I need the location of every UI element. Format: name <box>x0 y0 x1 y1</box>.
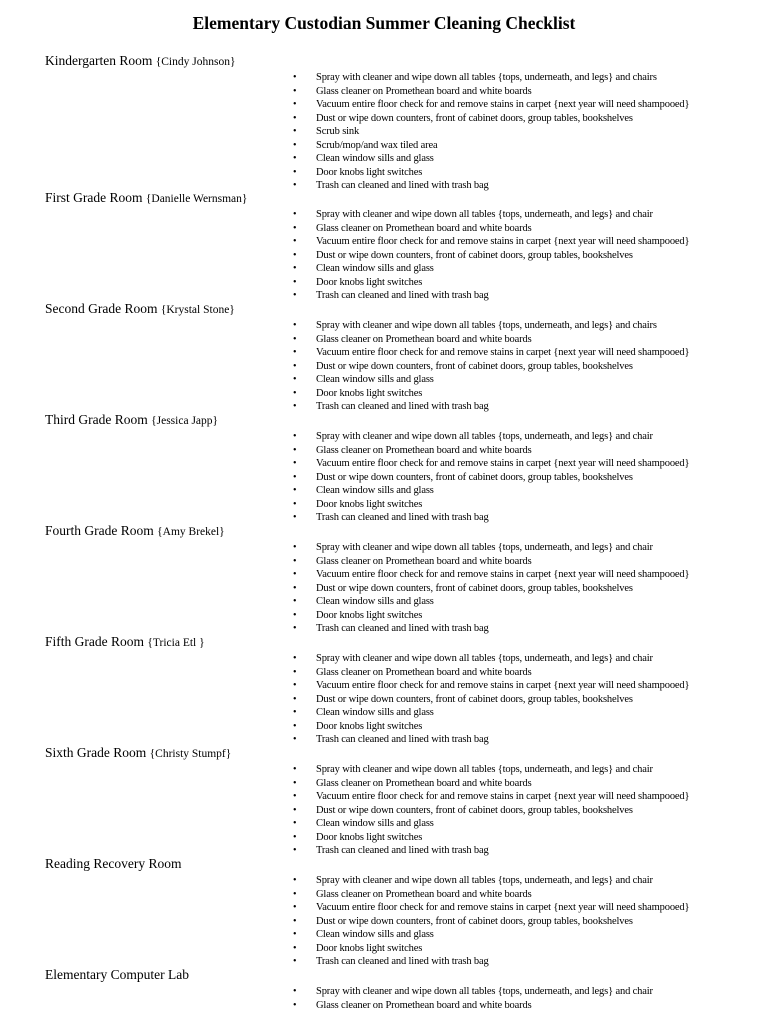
checklist-items <box>0 652 768 747</box>
room-heading <box>45 299 768 319</box>
room-heading <box>45 965 768 985</box>
bullet-icon: • <box>293 888 297 900</box>
checklist-item <box>0 85 768 99</box>
checklist-item-text: Glass cleaner on Promethean board and white boards <box>316 888 532 900</box>
bullet-icon: • <box>293 99 297 110</box>
checklist-item-text: Glass cleaner on Promethean board and white boards <box>316 85 532 97</box>
checklist-item <box>0 498 768 512</box>
checklist-item-text: Glass cleaner on Promethean board and white boards <box>316 999 532 1011</box>
checklist-item <box>0 999 768 1013</box>
room-teacher: {Danielle Wernsman} <box>145 193 248 205</box>
bullet-icon: • <box>293 320 297 331</box>
checklist-item <box>0 652 768 666</box>
bullet-icon: • <box>293 915 297 927</box>
bullet-icon: • <box>293 845 297 856</box>
bullet-icon: • <box>293 804 297 816</box>
bullet-icon: • <box>293 431 297 442</box>
room-name: Fourth Grade Room <box>45 523 154 538</box>
bullet-icon: • <box>293 290 297 301</box>
checklist-item <box>0 208 768 222</box>
bullet-icon: • <box>293 471 297 483</box>
checklist-item-text: Dust or wipe down counters, front of cabinet doors, group tables, bookshelves <box>316 693 633 705</box>
checklist-item <box>0 609 768 623</box>
checklist-item <box>0 666 768 680</box>
room-section <box>0 854 768 965</box>
room-section <box>0 521 768 632</box>
bullet-icon: • <box>293 764 297 775</box>
checklist-item <box>0 360 768 374</box>
bullet-icon: • <box>293 875 297 886</box>
bullet-icon: • <box>293 263 297 274</box>
bullet-icon: • <box>293 360 297 372</box>
bullet-icon: • <box>293 929 297 940</box>
bullet-icon: • <box>293 569 297 580</box>
bullet-icon: • <box>293 818 297 829</box>
checklist-item-text: Dust or wipe down counters, front of cabinet doors, group tables, bookshelves <box>316 471 633 483</box>
checklist-item <box>0 484 768 498</box>
room-heading <box>45 854 768 874</box>
room-name: Second Grade Room <box>45 301 158 316</box>
checklist-item-text: Dust or wipe down counters, front of cabinet doors, group tables, bookshelves <box>316 582 633 594</box>
room-heading <box>45 410 768 430</box>
bullet-icon: • <box>293 139 297 151</box>
checklist-item <box>0 541 768 555</box>
bullet-icon: • <box>293 512 297 523</box>
checklist-item-text: Trash can cleaned and lined with trash bag <box>316 845 489 856</box>
bullet-icon: • <box>293 542 297 553</box>
checklist-item-text: Clean window sills and glass <box>316 485 434 496</box>
checklist-item <box>0 582 768 596</box>
room-section <box>0 410 768 521</box>
checklist-item-text: Spray with cleaner and wipe down all tables {tops, underneath, and legs} and chairs <box>316 320 657 331</box>
room-heading <box>45 521 768 541</box>
checklist-items <box>0 985 768 1012</box>
checklist-item <box>0 139 768 153</box>
room-teacher: {Jessica Japp} <box>151 415 219 427</box>
bullet-icon: • <box>293 236 297 247</box>
checklist-item-text: Vacuum entire floor check for and remove stains in carpet {next year will need shampooed} <box>316 902 690 913</box>
room-teacher: {Krystal Stone} <box>160 304 235 316</box>
bullet-icon: • <box>293 153 297 164</box>
checklist-item-text: Trash can cleaned and lined with trash bag <box>316 956 489 967</box>
checklist-item <box>0 915 768 929</box>
checklist-item <box>0 817 768 831</box>
checklist-item-text: Door knobs light switches <box>316 387 423 399</box>
checklist-item-text: Dust or wipe down counters, front of cabinet doors, group tables, bookshelves <box>316 112 633 124</box>
bullet-icon: • <box>293 276 297 288</box>
checklist-item <box>0 346 768 360</box>
page-title: Elementary Custodian Summer Cleaning Checklist <box>192 13 576 33</box>
room-name: Sixth Grade Room <box>45 745 147 760</box>
checklist-item <box>0 777 768 791</box>
checklist-item <box>0 679 768 693</box>
checklist-item <box>0 693 768 707</box>
bullet-icon: • <box>293 347 297 358</box>
checklist-item-text: Clean window sills and glass <box>316 596 434 607</box>
checklist-item <box>0 568 768 582</box>
checklist-item-text: Clean window sills and glass <box>316 374 434 385</box>
checklist-item-text: Spray with cleaner and wipe down all tables {tops, underneath, and legs} and chair <box>316 986 653 997</box>
checklist-item-text: Glass cleaner on Promethean board and white boards <box>316 777 532 789</box>
room-name: Third Grade Room <box>45 412 148 427</box>
checklist-item <box>0 387 768 401</box>
bullet-icon: • <box>293 85 297 97</box>
checklist-item-text: Trash can cleaned and lined with trash bag <box>316 512 489 523</box>
bullet-icon: • <box>293 999 297 1011</box>
bullet-icon: • <box>293 249 297 261</box>
room-section <box>0 51 768 191</box>
checklist-item-text: Door knobs light switches <box>316 166 423 178</box>
checklist-item <box>0 444 768 458</box>
bullet-icon: • <box>293 680 297 691</box>
bullet-icon: • <box>293 222 297 234</box>
checklist-item <box>0 112 768 126</box>
bullet-icon: • <box>293 333 297 345</box>
room-section <box>0 965 768 1025</box>
checklist-item <box>0 720 768 734</box>
checklist-item-text: Dust or wipe down counters, front of cabinet doors, group tables, bookshelves <box>316 249 633 261</box>
bullet-icon: • <box>293 582 297 594</box>
checklist-item-text: Scrub sink <box>316 126 360 137</box>
bullet-icon: • <box>293 166 297 178</box>
checklist-items <box>0 763 768 858</box>
bullet-icon: • <box>293 444 297 456</box>
checklist-item <box>0 98 768 112</box>
checklist-item-text: Glass cleaner on Promethean board and white boards <box>316 666 532 678</box>
checklist-item-text: Door knobs light switches <box>316 720 423 732</box>
checklist-item-text: Spray with cleaner and wipe down all tables {tops, underneath, and legs} and chair <box>316 875 653 886</box>
checklist-item-text: Door knobs light switches <box>316 276 423 288</box>
room-section <box>0 743 768 854</box>
bullet-icon: • <box>293 902 297 913</box>
room-name: Kindergarten Room <box>45 53 153 68</box>
checklist-item <box>0 555 768 569</box>
room-teacher: {Tricia Etl } <box>147 637 205 649</box>
checklist-item <box>0 804 768 818</box>
checklist-item <box>0 249 768 263</box>
bullet-icon: • <box>293 831 297 843</box>
checklist-item-text: Vacuum entire floor check for and remove stains in carpet {next year will need shampooed} <box>316 569 690 580</box>
checklist-item <box>0 942 768 956</box>
checklist-item-text: Glass cleaner on Promethean board and white boards <box>316 222 532 234</box>
bullet-icon: • <box>293 609 297 621</box>
checklist-items <box>0 874 768 969</box>
room-teacher: {Cindy Johnson} <box>155 56 236 68</box>
bullet-icon: • <box>293 555 297 567</box>
checklist-item <box>0 985 768 999</box>
checklist-item-text: Vacuum entire floor check for and remove stains in carpet {next year will need shampooed} <box>316 236 690 247</box>
checklist-item <box>0 333 768 347</box>
checklist-item-text: Glass cleaner on Promethean board and white boards <box>316 333 532 345</box>
checklist-item-text: Scrub/mop/and wax tiled area <box>316 139 438 151</box>
bullet-icon: • <box>293 777 297 789</box>
checklist-item-text: Trash can cleaned and lined with trash bag <box>316 401 489 412</box>
bullet-icon: • <box>293 72 297 83</box>
checklist-item <box>0 831 768 845</box>
checklist-item-text: Clean window sills and glass <box>316 929 434 940</box>
checklist-items <box>0 430 768 525</box>
checklist-item-text: Dust or wipe down counters, front of cabinet doors, group tables, bookshelves <box>316 360 633 372</box>
checklist-item-text: Clean window sills and glass <box>316 263 434 274</box>
room-heading <box>45 632 768 652</box>
checklist-item-text: Glass cleaner on Promethean board and white boards <box>316 555 532 567</box>
checklist-item <box>0 71 768 85</box>
checklist-item-text: Door knobs light switches <box>316 609 423 621</box>
checklist-item-text: Spray with cleaner and wipe down all tables {tops, underneath, and legs} and chair <box>316 653 653 664</box>
checklist-item <box>0 235 768 249</box>
checklist-item-text: Trash can cleaned and lined with trash bag <box>316 290 489 301</box>
room-name: Elementary Computer Lab <box>45 967 189 982</box>
room-name: Reading Recovery Room <box>45 856 182 871</box>
checklist-item <box>0 763 768 777</box>
bullet-icon: • <box>293 720 297 732</box>
bullet-icon: • <box>293 485 297 496</box>
checklist-item <box>0 888 768 902</box>
checklist-item <box>0 125 768 139</box>
room-section <box>0 299 768 410</box>
checklist-item-text: Vacuum entire floor check for and remove stains in carpet {next year will need shampooed} <box>316 680 690 691</box>
checklist-item-text: Vacuum entire floor check for and remove stains in carpet {next year will need shampooed} <box>316 99 690 110</box>
checklist-items <box>0 71 768 193</box>
checklist-item-text: Vacuum entire floor check for and remove stains in carpet {next year will need shampooed} <box>316 458 690 469</box>
checklist-item <box>0 152 768 166</box>
checklist-item-text: Glass cleaner on Promethean board and white boards <box>316 444 532 456</box>
checklist-sections <box>0 51 768 1025</box>
room-teacher: {Christy Stumpf} <box>149 748 232 760</box>
bullet-icon: • <box>293 112 297 124</box>
room-name: First Grade Room <box>45 190 143 205</box>
bullet-icon: • <box>293 956 297 967</box>
checklist-item <box>0 430 768 444</box>
checklist-item-text: Trash can cleaned and lined with trash bag <box>316 734 489 745</box>
bullet-icon: • <box>293 126 297 137</box>
checklist-item-text: Trash can cleaned and lined with trash bag <box>316 623 489 634</box>
checklist-item-text: Clean window sills and glass <box>316 818 434 829</box>
checklist-item-text: Door knobs light switches <box>316 498 423 510</box>
room-teacher: {Amy Brekel} <box>157 526 225 538</box>
checklist-item-text: Spray with cleaner and wipe down all tables {tops, underneath, and legs} and chair <box>316 209 653 220</box>
checklist-item <box>0 457 768 471</box>
checklist-item <box>0 319 768 333</box>
checklist-item-text: Spray with cleaner and wipe down all tables {tops, underneath, and legs} and chair <box>316 764 653 775</box>
checklist-item <box>0 262 768 276</box>
checklist-item-text: Trash can cleaned and lined with trash bag <box>316 180 489 191</box>
checklist-item <box>0 166 768 180</box>
bullet-icon: • <box>293 458 297 469</box>
checklist-item-text: Clean window sills and glass <box>316 707 434 718</box>
bullet-icon: • <box>293 693 297 705</box>
checklist-item <box>0 595 768 609</box>
bullet-icon: • <box>293 653 297 664</box>
checklist-item <box>0 928 768 942</box>
checklist-item <box>0 874 768 888</box>
checklist-item-text: Door knobs light switches <box>316 942 423 954</box>
bullet-icon: • <box>293 791 297 802</box>
checklist-item <box>0 901 768 915</box>
bullet-icon: • <box>293 498 297 510</box>
checklist-item-text: Vacuum entire floor check for and remove stains in carpet {next year will need shampooed} <box>316 347 690 358</box>
checklist-item-text: Spray with cleaner and wipe down all tables {tops, underneath, and legs} and chair <box>316 431 653 442</box>
room-section <box>0 188 768 299</box>
checklist-item-text: Spray with cleaner and wipe down all tables {tops, underneath, and legs} and chairs <box>316 72 657 83</box>
checklist-item-text: Dust or wipe down counters, front of cabinet doors, group tables, bookshelves <box>316 915 633 927</box>
checklist-item-text: Spray with cleaner and wipe down all tables {tops, underneath, and legs} and chair <box>316 542 653 553</box>
bullet-icon: • <box>293 986 297 997</box>
bullet-icon: • <box>293 623 297 634</box>
checklist-item <box>0 790 768 804</box>
bullet-icon: • <box>293 180 297 191</box>
checklist-items <box>0 319 768 414</box>
checklist-item <box>0 706 768 720</box>
room-heading <box>45 188 768 208</box>
bullet-icon: • <box>293 707 297 718</box>
bullet-icon: • <box>293 401 297 412</box>
bullet-icon: • <box>293 596 297 607</box>
checklist-item <box>0 471 768 485</box>
room-name: Fifth Grade Room <box>45 634 144 649</box>
checklist-items <box>0 541 768 636</box>
checklist-item-text: Clean window sills and glass <box>316 153 434 164</box>
checklist-items <box>0 208 768 303</box>
bullet-icon: • <box>293 942 297 954</box>
room-heading <box>45 743 768 763</box>
room-section <box>0 632 768 743</box>
bullet-icon: • <box>293 387 297 399</box>
checklist-item <box>0 373 768 387</box>
bullet-icon: • <box>293 374 297 385</box>
room-heading <box>45 51 768 71</box>
checklist-item-text: Vacuum entire floor check for and remove stains in carpet {next year will need shampooed} <box>316 791 690 802</box>
checklist-item <box>0 222 768 236</box>
checklist-item <box>0 276 768 290</box>
bullet-icon: • <box>293 734 297 745</box>
bullet-icon: • <box>293 209 297 220</box>
checklist-item-text: Door knobs light switches <box>316 831 423 843</box>
bullet-icon: • <box>293 666 297 678</box>
checklist-item-text: Dust or wipe down counters, front of cabinet doors, group tables, bookshelves <box>316 804 633 816</box>
